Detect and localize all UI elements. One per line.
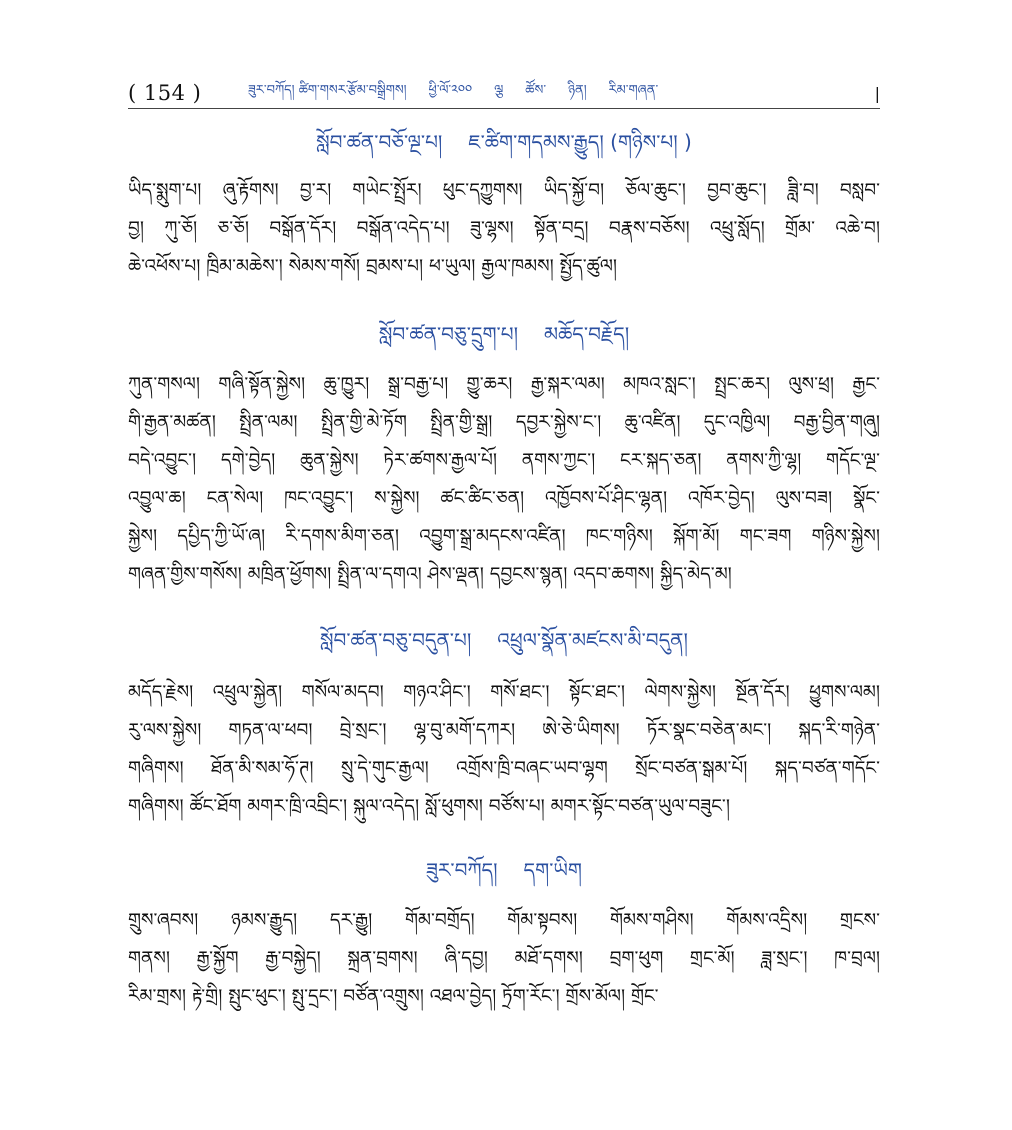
text-line: བྱ། ཀུ་ཅོ། ཅ་ཅོ། བསྒོན་དོར། བསྒོན་འདེད་པ། ཟུ་ལྷས། སྟོན་བདྲ། བརྣས་བཅོས། འཕྲུ་སློད། གྲོམ་ འཆེ་བ། xyxy=(128,218,880,239)
running-head-item-5: ཉིན། xyxy=(568,82,587,98)
section-heading-3 xyxy=(128,618,880,674)
section-3-body xyxy=(128,674,880,826)
running-head-title: ཟུར་བཀོད། ཚིག་གསར་རྩོམ་བསྒྲིགས། xyxy=(248,82,407,98)
section-3-lesson-label: སློབ་ཚན་བཅུ་བདུན་པ། xyxy=(320,628,472,652)
page-number: ( 154 ) xyxy=(128,81,202,105)
text-line: བདེ་འབྱུང་། དགེ་བྱེད། ཆུན་སྐྱེས། ཏེར་ཚགས་རྒྱལ་པོ། ནགས་ཀྱང་། ངར་སྐད་ཅན། ནགས་ཀྱི་ལྷ། གདོང་ལྔ་ xyxy=(128,450,880,471)
section-heading-2 xyxy=(128,312,880,368)
section-2-lesson-label: སློབ་ཚན་བཅུ་དྲུག་པ། xyxy=(378,322,519,346)
section-3-title: འཕྲུལ་སྣོན་མཛངས་མི་བདུན། xyxy=(497,628,688,652)
section-2-title: མཆོད་བརྗོད། xyxy=(544,322,630,346)
text-line: གི་རྒྱན་མཚན། སྤྲིན་ལམ། སྤྲིན་གྱི་མེ་ཏོག སྤྲིན་གྱི་སྒྲ། དབྱར་སྐྱེས་ང་། ཆུ་འཛིན། དུང་འཁྱིལ། བརྒྱ་བྱིན་གཞུ། xyxy=(128,412,880,433)
appendix-title: དག་ཡིག xyxy=(523,858,582,882)
text-line: མདོད་རྗེས། འཕྲུལ་སྐྱེན། གསོལ་མདབ། གཉའ་ཤིང་། གསོ་ཐང་། སྟོང་ཐང་། ལེགས་སྐྱེས། སྔོན་དོར། ཕྱུགས་ལམ། xyxy=(128,682,880,703)
page-header xyxy=(128,78,880,109)
text-line: གཞན་གྱིས་གསོས། མཁྲིན་ཕྱོགས། སྤྲིན་ལ་དགའ། ཤེས་ལྡན། དབྱངས་སྙན། འདབ་ཆགས། སྐྱིད་མེད་མ། xyxy=(128,564,732,585)
running-head-year: ཕྱི་ལོ་༢༠༠ xyxy=(428,82,473,98)
section-1-title: ཇ་ཚིག་གདམས་རྒྱུད། (གཉིས་པ། ) xyxy=(468,130,692,154)
text-line: ཡིད་སྨུག་པ། ཞུ་རྟོགས། བྱ་ར། གཡེང་སྤྲོར། ཕུང་དཀྱུགས། ཡིད་སྐྱོ་བ། ཅོལ་ཆུང་། བྱབ་ཆུང་། ཟླི་བ། བསླབ་ xyxy=(128,180,880,201)
section-2-body xyxy=(128,366,880,594)
text-line: རུ་ལས་སྐྱེས། གཏན་ལ་ཕབ། བྲེ་སྲང་། ལྷ་བུ་མགོ་དཀར། ཨེ་ཅེ་ཡིགས། ཏོར་སྣང་བཅེན་མང་། སྐད་རི་གཉེན་ xyxy=(128,720,880,741)
text-line: འབྱུལ་ཆ། ངན་སེལ། ཁང་འབྱུང་། ས་སྐྱེས། ཚང་ཚིང་ཅན། འཁྱོབས་པོ་ཤིང་ལྷན། འཁོར་བྱེད། ལུས་བཟ། སྣོང་ xyxy=(128,488,880,509)
text-line: སྐྱེས། དཔྱིད་ཀྱི་ཡོ་ཞ། རི་དགས་མིག་ཅན། འབྱུག་སྒྲ་མདངས་འཛིན། ཁང་གཉིས། སྐོག་མོ། གང་ཟག གཉིས་སྐྱེས། xyxy=(128,526,880,547)
running-head xyxy=(248,75,875,112)
running-head-item-3: ལྕ xyxy=(494,82,504,98)
header-rule-mark: | xyxy=(874,83,880,103)
section-1-lesson-label: སློབ་ཚན་བཅོ་ལྔ་པ། xyxy=(316,130,443,154)
section-4-body xyxy=(128,902,880,1016)
section-1-body xyxy=(128,172,880,286)
text-line: ཆེ་འཕོས་པ། ཁྲིམ་མཆེས་། སེམས་གསོ། བྲམས་པ། ཕ་ཡུལ། རྒྱལ་ཁམས། སྤྱོད་ཚུལ། xyxy=(128,256,617,277)
section-heading-4 xyxy=(128,848,880,904)
running-head-item-6: རིམ་གཞན་ xyxy=(608,82,659,98)
text-line: གྲུས་ཞབས། ཉམས་རྒྱུད། དར་རྒྱུ། གོམ་བགྲོད། གོམ་སྟབས། གོམས་གཤིས། གོམས་འདྲིས། གྲངས་ xyxy=(128,910,880,931)
section-heading-1 xyxy=(128,120,880,176)
appendix-label: ཟུར་བཀོད། xyxy=(425,858,498,882)
text-line: གནས། རྒྱ་སྐྱོག རྒྱ་བསྐྱེད། སྐྲན་བྲགས། ཞི་དབྱ། མཐོ་དགས། བྲག་ཕུག གྲང་མོ། ཟླ་སྲང་། ཁ་བྲལ། xyxy=(128,948,880,969)
running-head-item-4: ཚོས་ xyxy=(525,82,547,98)
text-line: གཞིགས། ཐོན་མི་སམ་ཧོ་ཊ། སྲུ་དེ་གུང་རྒྱལ། འགྲོས་ཁྲི་བཞང་ཡབ་ལྷག སྲོང་བཙན་སྒམ་པོ། སྐད་བཙན་གདོང་ xyxy=(128,758,880,779)
text-line: རིམ་གྲས། རྟེ་གྲི། སྤུང་ཕུང་། སྤུ་དྲང་། བཙོན་འགྲུས། འཐལ་བྱེད། ཏྲོག་རོང་། གྲོས་མོལ། གྲོང་ xyxy=(128,986,659,1007)
text-line: གཞིགས། ཚོང་ཐོག མགར་ཁྲི་འབྲིང་། སྐུལ་འདེད། སློ་ཕུགས། བཙོས་པ། མགར་སྟོང་བཙན་ཡུལ་བཟུང་། xyxy=(128,796,730,817)
text-line: ཀུན་གསལ། གཞི་སྟོན་སྐྱེས། ཆུ་ཁྱུར། སྒྲ་བརྒྱ་པ། གྱུ་ཆར། རྒྱ་སྐར་ལམ། མཁའ་སླང་། སྤྲང་ཆར། ལུས་ཕྲ། རྒྱང་ xyxy=(128,374,880,395)
